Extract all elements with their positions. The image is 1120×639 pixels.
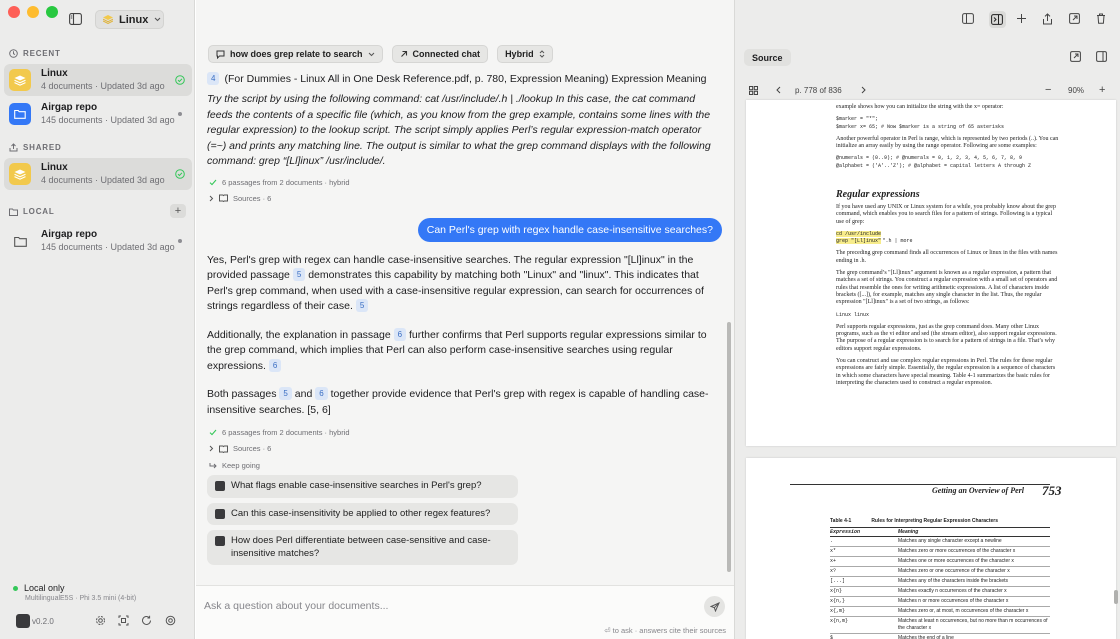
app-logo-icon	[215, 509, 225, 519]
collection-item[interactable]	[4, 158, 192, 190]
shared-section-header: SHARED	[9, 143, 62, 152]
citation-number[interactable]: 5	[279, 387, 291, 400]
table-row: x{,m} Matches zero or, at most, m occurrences of the character x	[830, 607, 1050, 617]
table-row: x{n,} Matches n or more occurrences of the character x	[830, 597, 1050, 607]
chevron-left-icon[interactable]	[776, 86, 781, 94]
answer-paragraph: Additionally, the explanation in passage 6 further confirms that Perl supports regular expressions similar to the grep command, which implies that Perl can also perform case-insensitive searches using regular expressions. 6	[207, 328, 707, 372]
citation-number[interactable]: 6	[315, 387, 327, 400]
chevron-right-icon	[209, 445, 214, 452]
check-icon	[209, 179, 217, 186]
clock-icon	[9, 49, 18, 58]
app-logo-icon	[16, 614, 30, 628]
stack-icon	[103, 15, 113, 24]
model-info: MultilingualE5S · Phi 3.5 mini (4-bit)	[25, 595, 137, 602]
plus-icon[interactable]	[1016, 13, 1030, 27]
arrow-up-right-icon	[400, 50, 408, 58]
sidebar	[0, 0, 195, 639]
scan-icon[interactable]	[118, 615, 130, 627]
chat-toolbar	[208, 45, 553, 63]
running-head-rule	[790, 484, 1050, 485]
share-icon[interactable]	[1042, 13, 1056, 27]
gear-icon[interactable]	[95, 615, 107, 627]
workspace-selector[interactable]	[95, 10, 164, 29]
status-dot	[178, 239, 182, 243]
share-icon	[9, 143, 18, 152]
pdf-page	[746, 458, 1116, 639]
suggestion-button[interactable]: Can this case-insensitivity be applied to other regex features?	[207, 503, 518, 526]
source-viewer	[734, 0, 1120, 639]
book-icon	[219, 445, 228, 453]
recent-section-header: RECENT	[9, 49, 61, 58]
reference-text: (For Dummies - Linux All in One Desk Reference.pdf, p. 780, Expression Meaning) Expression Meaning	[224, 72, 707, 85]
thumbnails-icon[interactable]	[749, 86, 758, 95]
suggestion-button[interactable]: How does Perl differentiate between case-sensitive and case-insensitive matches?	[207, 530, 518, 565]
citation-number[interactable]: 5	[356, 299, 368, 312]
zoom-out-button[interactable]: −	[1045, 84, 1052, 96]
status-dot	[13, 586, 18, 591]
query-chip[interactable]: how does grep relate to search	[208, 45, 383, 63]
mode-selector[interactable]: Hybrid	[497, 45, 553, 63]
source-reference[interactable]	[207, 72, 712, 85]
chevron-right-icon[interactable]	[861, 86, 866, 94]
pdf-table: Table 4-1 Rules for Interpreting Regular Expression Characters Expression Meaning . Matches any single character except a newline x* Matches zero or more occurrences of the character x x+ Matches one or more occurrences of the character x x? Matches zero or one occurrence of the character x [...] Matches any of the characters inside the brackets x{n} Matches exactly n occurrences of the character x x{n,} Matches n or more occurrences of the character x x{,m} Matches zero or, at most, m occurrences of the character x x{n,m} Matches at least n occurrences, but no more than m occurrences of the character x $ Matches the end of a line	[830, 518, 1050, 639]
connected-chat-chip[interactable]: Connected chat	[392, 45, 489, 63]
collection-meta: 145 documents · Updated 3d ago	[41, 241, 175, 252]
collection-meta: 145 documents · Updated 3d ago	[41, 114, 175, 125]
folder-icon	[9, 230, 31, 252]
assistant-answer	[207, 253, 712, 419]
zoom-window-button[interactable]	[46, 6, 58, 18]
highlighted-passage: If you have used any UNIX or Linux system for a while, you probably know about the grep command, which enables you to search files for a pattern of strings. Following is a typical use of grep:	[836, 204, 1056, 225]
collection-meta: 4 documents · Updated 3d ago	[41, 174, 165, 185]
sources-toggle[interactable]: Sources · 6	[209, 444, 712, 453]
stack-icon	[9, 69, 31, 91]
folder-icon	[9, 208, 18, 216]
retrieval-summary: 6 passages from 2 documents · hybrid	[209, 428, 712, 437]
chevron-down-icon	[368, 52, 375, 57]
pdf-heading: Regular expressions	[836, 189, 920, 200]
pdf-toolbar	[735, 80, 1120, 100]
table-row: x? Matches zero or one occurrence of the character x	[830, 567, 1050, 577]
chat-bubble-icon	[216, 50, 225, 59]
check-icon	[209, 429, 217, 436]
table-row: x* Matches zero or more occurrences of the character x	[830, 547, 1050, 557]
check-circle-icon	[175, 169, 185, 179]
collection-name: Airgap repo	[41, 229, 98, 241]
table-row: x{n,m} Matches at least n occurrences, but no more than m occurrences of the character x	[830, 617, 1050, 634]
local-section-header: LOCAL	[9, 207, 55, 216]
runtime-status	[13, 583, 136, 602]
collection-name: Airgap repo	[41, 102, 98, 114]
user-message-row	[207, 218, 722, 242]
book-icon	[219, 194, 228, 202]
updown-chevron-icon	[539, 50, 545, 58]
ask-input[interactable]	[204, 596, 684, 616]
collection-name: Linux	[41, 68, 68, 80]
pdf-page: example shows how you can initialize the string with the x= operator: $marker = "*"; $marker x= 65; # Now $marker is a string of 65 asterisks Another powerful operator in Perl is range, which is represented by two periods (..). You can initialize an array easily by using the range operator. Following are some examples: @numerals = (0..9); # @numerals = 0, 1, 2, 3, 4, 5, 6, 7, 8, 9 @alphabet = ('A'..'Z'); # @alphabet = capital letters A through Z Regular expressions If you have used any UNIX or Linux system for a while, you probably know about the grep command, which enables you to search files for a pattern of strings. Following is a typical use of grep: cd /usr/include grep "[Ll]inux" *.h | more The preceding grep command finds all occurrences of Linux or linux in the files with names ending in .h. The grep command’s "[Ll]inux" argument is known as a regular expression, a pattern that matches a set of strings. You construct a regular expression with a small set of operators and rules that resemble the ones for writing arithmetic expressions. A list of characters inside brackets ([...]), for example, matches any single character in the list. Thus, the regular expression "[Ll]inux" is a set of two strings, as follows: Linux linux Perl supports regular expressions, just as the grep command does. Many other Linux programs, such as the vi editor and sed (the stream editor), also support regular expressions. The purpose of a regular expression is to search for a pattern of strings in a file. That’s why editors support regular expressions. You can construct and use complex regular expressions in Perl. The rules for these regular expressions are fairly simple. Essentially, the regular expression is a sequence of characters in which some characters have special meaning. Table 4-1 summarizes the basic rules for interpreting the characters used to construct a regular expression.	[746, 100, 1116, 446]
add-local-button[interactable]	[170, 204, 186, 218]
trash-icon[interactable]	[1096, 13, 1110, 27]
conversation	[207, 72, 712, 565]
table-row: [...] Matches any of the characters inside the brackets	[830, 577, 1050, 587]
source-quote: Try the script by using the following command: cat /usr/include/.h | ./lookup In this case, the cat command feeds the contents of a specific file (which, as you know from the grep example, contains some lines with the regular expression) to the lookup script. The script simply applies Perl’s regular expression-match operator (=~) and prints any matching line. The output is similar to what the grep command displays with the following command: grep “[Ll]inux” /usr/include/.	[207, 93, 711, 167]
collection-name: Linux	[41, 162, 68, 174]
citation-number[interactable]: 6	[394, 328, 406, 341]
send-button[interactable]	[704, 596, 725, 617]
citation-number[interactable]: 5	[293, 268, 305, 281]
ask-hint: ⏎ to ask · answers cite their sources	[604, 626, 726, 635]
folder-icon	[9, 103, 31, 125]
status-dot	[178, 112, 182, 116]
user-message: Can Perl's grep with regex handle case-insensitive searches?	[418, 218, 722, 242]
close-window-button[interactable]	[8, 6, 20, 18]
citation-number[interactable]: 6	[269, 359, 281, 372]
tab-source[interactable]: Source	[744, 49, 791, 66]
sidebar-toggle-icon[interactable]	[66, 10, 84, 28]
collection-meta: 4 documents · Updated 3d ago	[41, 80, 165, 91]
retrieval-summary: 6 passages from 2 documents · hybrid	[209, 178, 712, 187]
collection-item[interactable]	[4, 64, 192, 96]
collection-item[interactable]	[4, 98, 192, 130]
window-controls	[8, 6, 58, 18]
suggestion-button[interactable]: What flags enable case-insensitive searches in Perl's grep?	[207, 475, 518, 498]
table-row: . Matches any single character except a newline	[830, 537, 1050, 547]
page-indicator: p. 778 of 836	[795, 85, 842, 95]
plus-icon: +	[174, 205, 182, 217]
keep-going-header: Keep going	[209, 461, 712, 470]
sidebar-footer	[16, 614, 54, 628]
status-title: Local only	[24, 583, 65, 593]
table-row: $ Matches the end of a line	[830, 634, 1050, 639]
refresh-icon[interactable]	[141, 615, 153, 627]
chat-scrollbar[interactable]	[727, 322, 731, 572]
workspace-name: Linux	[119, 13, 149, 26]
version-label: v0.2.0	[32, 616, 54, 626]
check-circle-icon	[175, 75, 185, 85]
viewer-scrollbar[interactable]	[1114, 590, 1118, 604]
app-logo-icon	[215, 536, 225, 546]
ask-bar	[196, 585, 734, 639]
split-left-icon[interactable]	[962, 13, 976, 27]
page-number: 753	[1042, 483, 1062, 498]
answer-paragraph: Both passages 5 and 6 together provide evidence that Perl's grep with regex is capable of handling case-insensitive searches. [5, 6]	[207, 388, 709, 416]
paper-plane-icon	[710, 602, 720, 612]
sidebar-right-icon[interactable]	[1096, 51, 1110, 65]
arrow-turn-icon	[209, 462, 217, 469]
stack-icon	[9, 163, 31, 185]
sources-toggle[interactable]: Sources · 6	[209, 194, 712, 203]
open-external-icon[interactable]	[1069, 13, 1083, 27]
open-external-icon[interactable]	[1070, 51, 1084, 65]
split-right-icon[interactable]	[989, 11, 1006, 28]
help-icon[interactable]	[165, 615, 177, 627]
table-row: x+ Matches one or more occurrences of the character x	[830, 557, 1050, 567]
answer-paragraph: Yes, Perl's grep with regex can handle case-insensitive searches. The regular expression "[Ll]inux" in the provided passage 5 demonstrates this capability by matching both "Linux" and "linux". This indicates that Perl's grep command, when used with a case-insensitive regular expression, can search for occurrences of strings regardless of their case. 5	[207, 253, 704, 312]
chat-panel	[196, 0, 734, 639]
app-logo-icon	[215, 481, 225, 491]
minimize-window-button[interactable]	[27, 6, 39, 18]
citation-number: 4	[207, 72, 219, 85]
zoom-in-button[interactable]: +	[1099, 84, 1106, 96]
zoom-level: 90%	[1068, 85, 1085, 95]
chevron-down-icon	[154, 17, 161, 22]
collection-item[interactable]	[4, 225, 192, 257]
running-head: Getting an Overview of Perl	[932, 486, 1024, 495]
chevron-right-icon	[209, 195, 214, 202]
table-row: x{n} Matches exactly n occurrences of the character x	[830, 587, 1050, 597]
